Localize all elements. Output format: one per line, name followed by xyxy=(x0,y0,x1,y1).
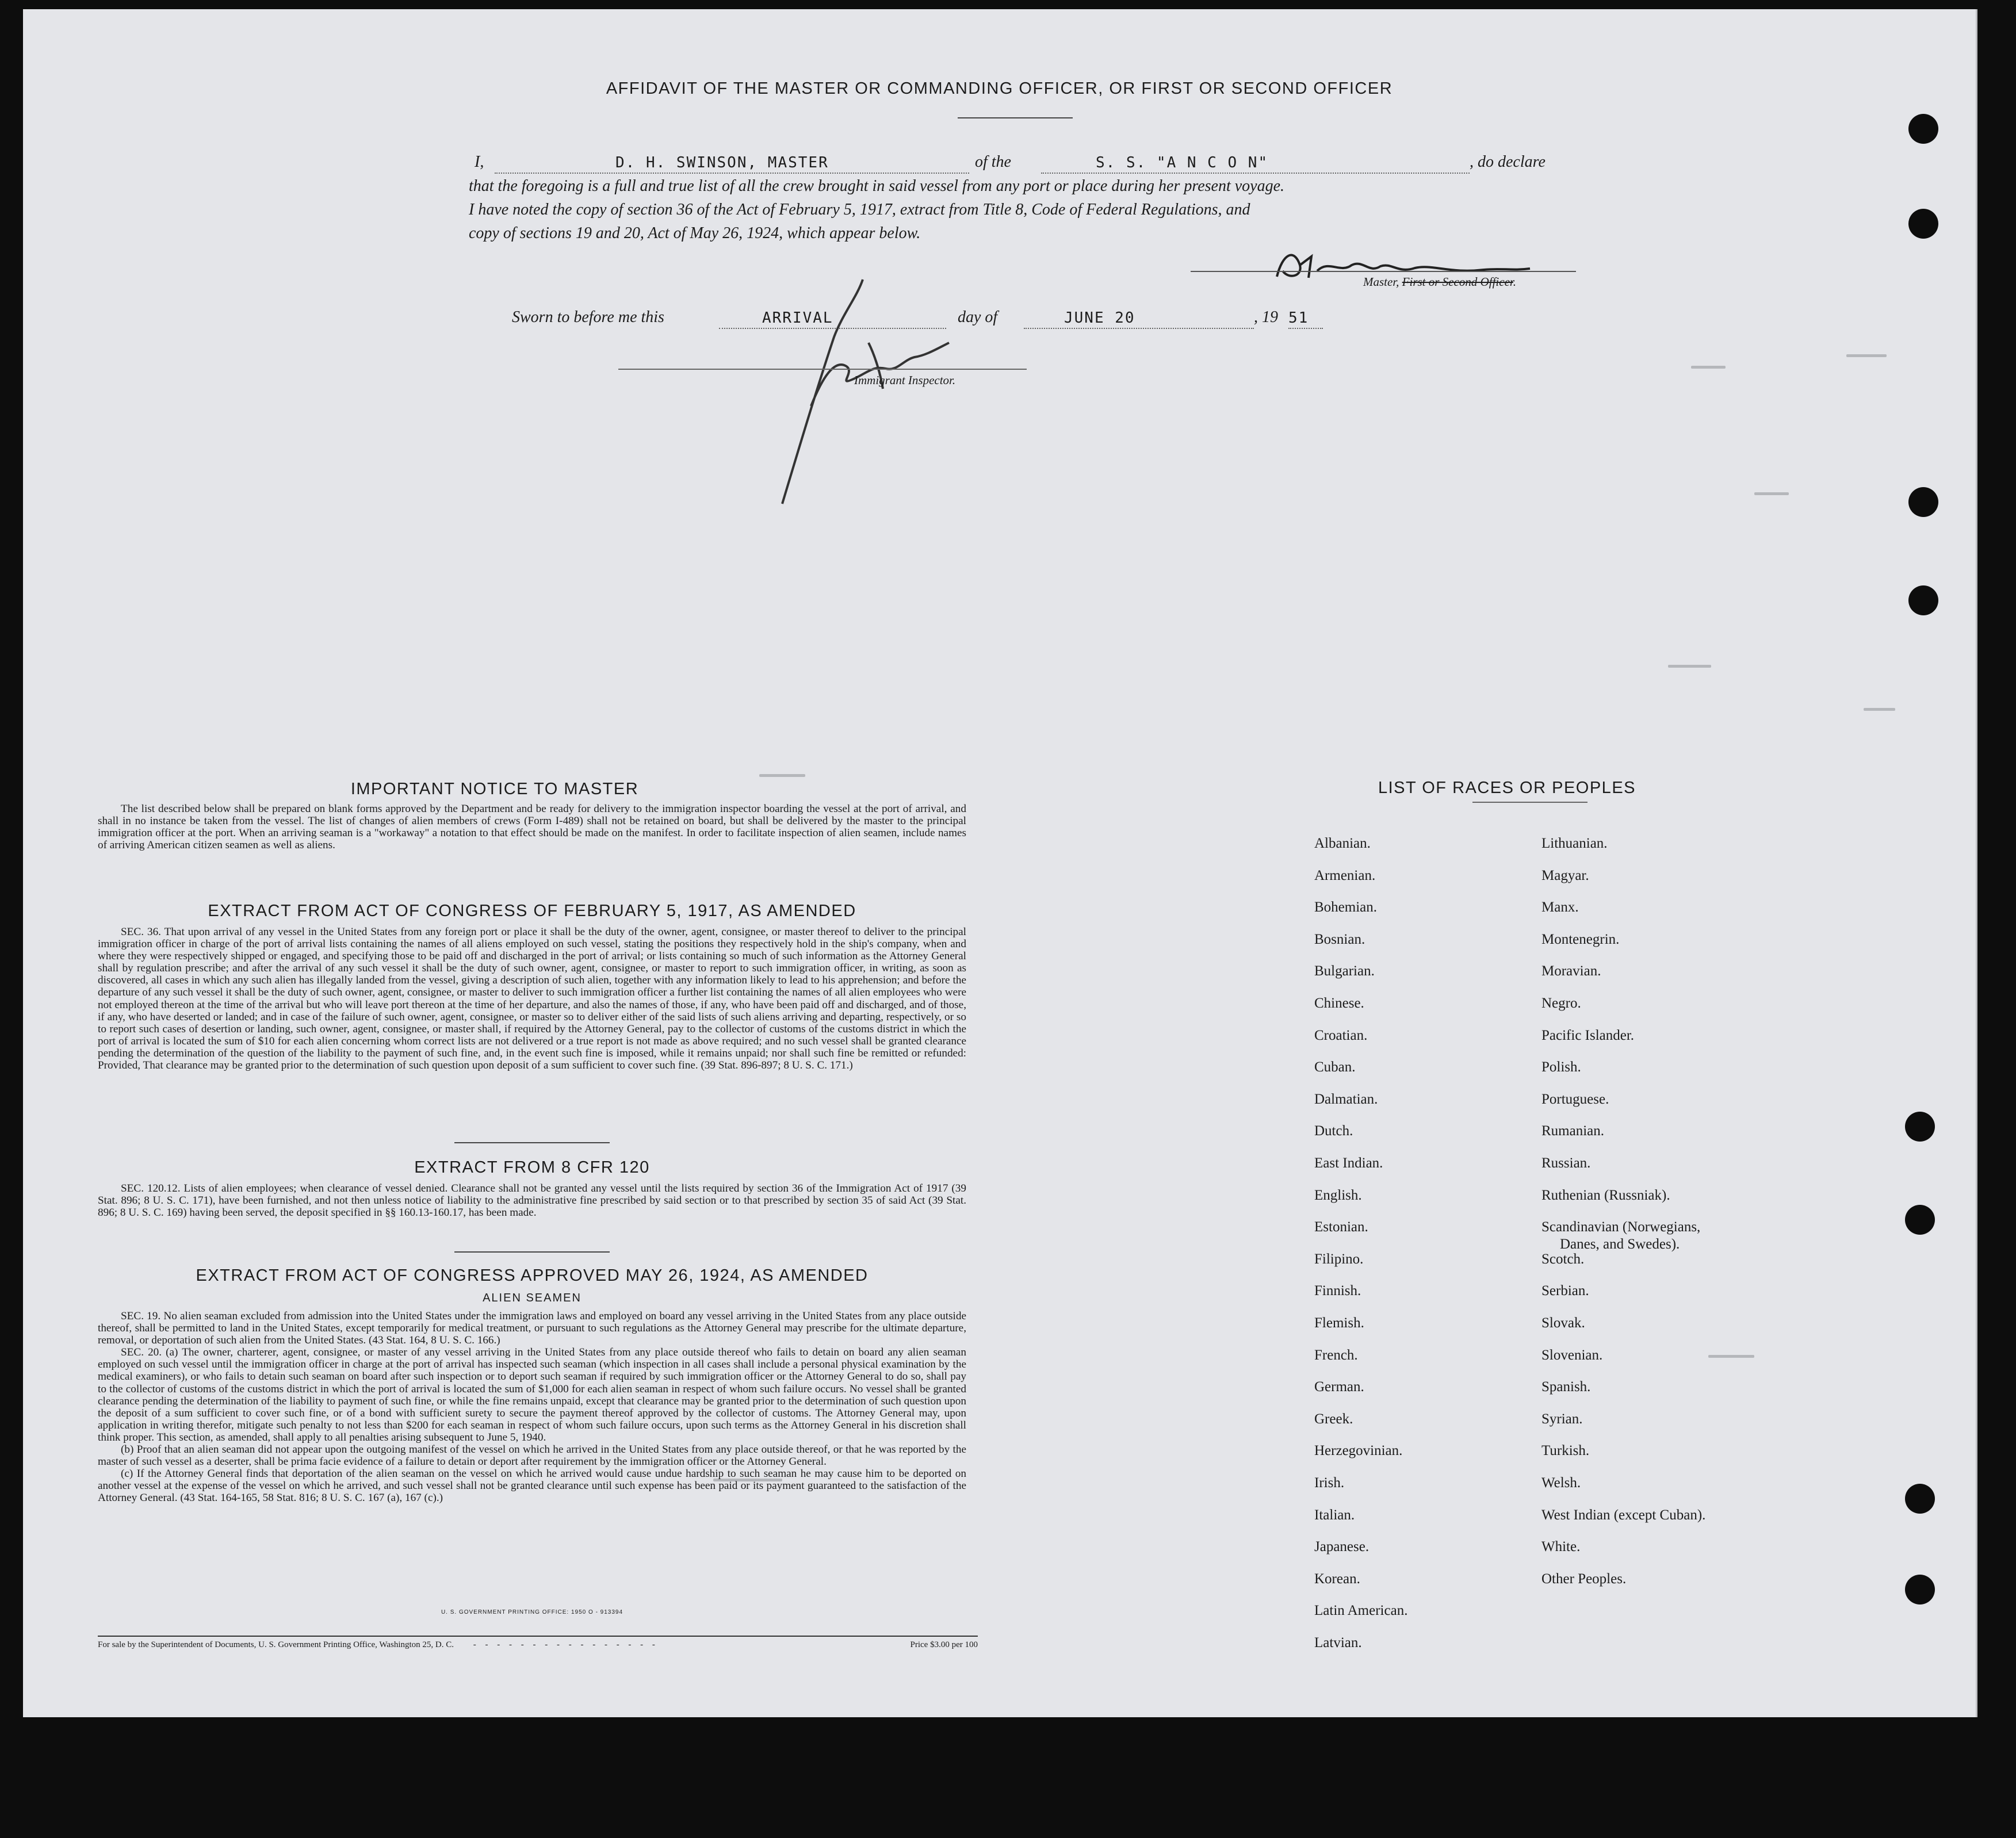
race-item: Irish. xyxy=(1314,1475,1345,1491)
day-of-label: day of xyxy=(958,308,998,326)
race-item: Syrian. xyxy=(1541,1411,1583,1427)
bleed-mark xyxy=(1864,708,1895,711)
section-divider xyxy=(454,1142,610,1143)
sec-36-paragraph: SEC. 36. That upon arrival of any vessel in the United States from any foreign port or place it shall be the duty of the owner, agent, consignee, or master thereof to deliver to the principal immigration officer in charge of the port of arrival lists containing the names of all aliens employed on such vessel, stating the positions they respectively hold in the ship's company, when and where they were respectively shipped or engaged, and specifying those to be paid off and discharged in the port of arrival; or lists containing so much of such information as the Attorney General shall by regulation prescribe; and after the arrival of any such vessel it shall be the duty of such owner, agent, consignee, or master to report to such immigration officer, in writing, as soon as discovered, all cases in which any such alien has illegally landed from the vessel, giving a description of such alien, together with any information likely to lead to his apprehension; and before the departure of any such vessel it shall be the duty of such owner, agent, consignee, or master to deliver to such immigration officer a further list containing the names of all alien employees who were not employed thereon at the time of the arrival but who will leave port thereon at the time of her departure, and also the names of those, if any, who have been paid off and discharged, and of those, if any, who have deserted or landed; and in case of the failure of such owner, agent, consignee, or master so to deliver either of the said lists of such aliens arriving and departing, respectively, or so to report such cases of desertion or landing, such owner, agent, consignee, or master shall, if required by the Attorney General, pay to the collector of customs of the customs district in which the port of arrival is located the sum of $10 for each alien concerning whom correct lists are not delivered or a true report is not made as above required; and no such vessel shall be granted clearance pending the determination of the question of the liability to the payment of such fine, and, in the event such fine is imposed, while it remains unpaid; nor shall such fine be remitted or refunded: Provided, That clearance may be granted prior to the determination of such question upon deposit of a sum sufficient to cover such fine. (39 Stat. 896-897; 8 U. S. C. 171.) xyxy=(98,926,966,1072)
punch-hole xyxy=(1905,1575,1935,1605)
race-item: East Indian. xyxy=(1314,1155,1383,1171)
extract-1917-title: EXTRACT FROM ACT OF CONGRESS OF FEBRUARY 5, 1917, AS AMENDED xyxy=(208,902,856,920)
race-item: Danes, and Swedes). xyxy=(1560,1236,1680,1253)
sworn-year-value: 51 xyxy=(1288,309,1309,327)
race-item: Bulgarian. xyxy=(1314,963,1375,979)
race-item: Pacific Islander. xyxy=(1541,1027,1635,1043)
race-item: Portuguese. xyxy=(1541,1091,1609,1107)
sworn-day-value: ARRIVAL xyxy=(762,309,833,327)
extract-cfr-body xyxy=(98,1182,966,1219)
race-item: Other Peoples. xyxy=(1541,1571,1627,1587)
punch-hole xyxy=(1905,1112,1935,1142)
bleed-mark xyxy=(1708,1355,1754,1358)
race-item: Bosnian. xyxy=(1314,931,1365,947)
punch-hole xyxy=(1908,209,1938,239)
footer-rule xyxy=(98,1636,978,1637)
signature-line xyxy=(1191,271,1576,272)
title-divider xyxy=(958,117,1073,118)
struck-officer-caption: First or Second Officer xyxy=(1402,275,1513,289)
punch-hole xyxy=(1908,487,1938,517)
race-item: Ruthenian (Russniak). xyxy=(1541,1187,1670,1203)
race-item: Montenegrin. xyxy=(1541,931,1620,947)
race-item: Lithuanian. xyxy=(1541,836,1608,851)
vessel-field xyxy=(1041,154,1470,174)
bleed-mark xyxy=(1846,354,1887,357)
race-item: Finnish. xyxy=(1314,1283,1361,1299)
punch-hole xyxy=(1908,585,1938,615)
sworn-label: Sworn to before me this xyxy=(512,308,664,326)
race-item: Slovak. xyxy=(1541,1315,1585,1331)
race-item: French. xyxy=(1314,1347,1358,1363)
master-name-field xyxy=(495,154,969,174)
race-item: Welsh. xyxy=(1541,1475,1581,1491)
section-divider xyxy=(454,1251,610,1253)
bleed-mark xyxy=(1754,492,1789,495)
races-title: LIST OF RACES OR PEOPLES xyxy=(1378,779,1636,797)
price-notice: Price $3.00 per 100 xyxy=(910,1640,978,1649)
race-item: Rumanian. xyxy=(1541,1123,1605,1139)
master-title-caption xyxy=(1363,275,1516,289)
extract-1924-title: EXTRACT FROM ACT OF CONGRESS APPROVED MAY 26, 1924, AS AMENDED xyxy=(196,1266,869,1285)
sworn-month-field xyxy=(1024,309,1254,329)
race-item: Latvian. xyxy=(1314,1635,1362,1651)
race-item: White. xyxy=(1541,1539,1581,1555)
race-item: Serbian. xyxy=(1541,1283,1589,1299)
race-item: Slovenian. xyxy=(1541,1347,1603,1363)
race-item: Moravian. xyxy=(1541,963,1601,979)
sec-120-12-paragraph: SEC. 120.12. Lists of alien employees; when clearance of vessel denied. Clearance shall not be granted any vessel until the lists required by section 36 of the Immigration Act of 1917 (39 Stat. 896; 8 U. S. C. 171), have been furnished, and not then unless notice of liability to the administrative fine prescribed by said section or to that prescribed by section 35 of said Act (39 Stat. 896; 8 U. S. C. 169) having been served, the deposit specified in §§ 160.13-160.17, has been made. xyxy=(98,1182,966,1219)
inspector-signature-line xyxy=(618,369,1027,370)
punch-hole xyxy=(1905,1205,1935,1235)
race-item: Bohemian. xyxy=(1314,899,1378,916)
race-item: Japanese. xyxy=(1314,1539,1369,1555)
extract-1917-body xyxy=(98,926,966,1071)
race-item: Flemish. xyxy=(1314,1315,1364,1331)
race-item: Herzegovinian. xyxy=(1314,1443,1403,1459)
race-item: Manx. xyxy=(1541,899,1579,916)
race-item: Polish. xyxy=(1541,1059,1581,1075)
race-item: Armenian. xyxy=(1314,867,1376,883)
race-item: Spanish. xyxy=(1541,1379,1591,1395)
sworn-year-field xyxy=(1288,309,1323,329)
affidavit-line-4: copy of sections 19 and 20, Act of May 26, 1924, which appear below. xyxy=(469,224,921,242)
race-item: Cuban. xyxy=(1314,1059,1356,1075)
race-item: Dalmatian. xyxy=(1314,1091,1378,1107)
race-item: Russian. xyxy=(1541,1155,1591,1171)
race-item: Dutch. xyxy=(1314,1123,1353,1139)
race-item: Magyar. xyxy=(1541,867,1589,883)
of-the-label: of the xyxy=(975,153,1011,171)
notice-paragraph: The list described below shall be prepared on blank forms approved by the Department and be ready for delivery to the immigration inspector boarding the vessel at the port of arrival, and shall in no instance be taken from the vessel. The list of changes of alien members of crews (Form I-489) shall not be retained on board, but shall be delivered by the master to the principal immigration officer at the port. When an arriving seaman is a "workaway" a notation to that effect should be made on the manifest. In order to facilitate inspection of alien seamen, include names of arriving American citizen seamen as well as aliens. xyxy=(98,803,966,852)
year-prefix: , 19 xyxy=(1254,308,1278,326)
gpo-imprint: U. S. GOVERNMENT PRINTING OFFICE: 1950 O - 913394 xyxy=(441,1609,623,1615)
sale-notice: For sale by the Superintendent of Documents, U. S. Government Printing Office, Washington 25, D. C. xyxy=(98,1640,454,1649)
race-item: Filipino. xyxy=(1314,1251,1364,1267)
notice-title: IMPORTANT NOTICE TO MASTER xyxy=(350,780,639,798)
document-page xyxy=(23,9,1977,1717)
sec-20a-paragraph: SEC. 20. (a) The owner, charterer, agent, consignee, or master of any vessel arriving in the United States from any place outside thereof who fails to detain on board any alien seaman employed on such vessel until the immigration officer in charge at the port of arrival has inspected such seaman (which inspection in all cases shall include a personal physical examination by the medical examiners), or who fails to detain such seaman on board after such inspection or to deport such seaman if required by such immigration officer or the Attorney General to do so, shall pay to the collector of customs of the customs district in which the port of arrival is located the sum of $1,000 for each alien seaman in respect of whom such failure occurs. No vessel shall be granted clearance pending the determination of the liability to payment of such fine, or while the fine remains unpaid, except that clearance may be granted prior to the determination of such question upon the deposit of a sum sufficient to cover such fine, or of a bond with sufficient surety to secure the payment thereof approved by the collector of customs. The Attorney General may, upon application in writing therefor, mitigate such penalty to not less than $200 for each seaman in respect of whom such failure occurs, upon such terms as the Attorney General in his discretion shall think proper. This section, as amended, shall apply to all penalties arising subsequent to June 5, 1940. xyxy=(98,1346,966,1443)
bleed-mark xyxy=(1691,366,1726,369)
inspector-signature xyxy=(684,256,1007,533)
master-name-value: D. H. SWINSON, MASTER xyxy=(615,154,829,171)
extract-cfr-title: EXTRACT FROM 8 CFR 120 xyxy=(414,1158,650,1177)
race-item: Scotch. xyxy=(1541,1251,1585,1267)
caption-period: . xyxy=(1513,275,1516,289)
notice-body xyxy=(98,803,966,851)
sec-20b-paragraph: (b) Proof that an alien seaman did not appear upon the outgoing manifest of the vessel on which he arrived in the United States from any place outside thereof, or that he was reported by the master of such vessel as a deserter, shall be prima facie evidence of a failure to detain or deport after requirement by the immigration officer or the Attorney General. xyxy=(98,1443,966,1468)
master-caption: Master, xyxy=(1363,275,1399,289)
race-item: Croatian. xyxy=(1314,1027,1368,1043)
race-item: Italian. xyxy=(1314,1507,1355,1523)
alien-seamen-subtitle: ALIEN SEAMEN xyxy=(483,1292,582,1304)
race-item: Korean. xyxy=(1314,1571,1360,1587)
affidavit-title: AFFIDAVIT OF THE MASTER OR COMMANDING OFFICER, OR FIRST OR SECOND OFFICER xyxy=(606,79,1393,98)
vessel-name-value: S. S. "A N C O N" xyxy=(1096,154,1269,171)
race-item: Albanian. xyxy=(1314,836,1371,851)
race-item: English. xyxy=(1314,1187,1362,1203)
sec-20c-paragraph: (c) If the Attorney General finds that deportation of the alien seaman on the vessel on which he arrived would cause undue hardship to such seaman he may cause him to be deported on another vessel at the expense of the vessel on which he arrived, and such vessel shall not be granted clearance until such expense has been paid or its payment guaranteed to the satisfaction of the Attorney General. (43 Stat. 164-165, 58 Stat. 816; 8 U. S. C. 167 (a), 167 (c).) xyxy=(98,1468,966,1504)
footer-leader: - - - - - - - - - - - - - - - - xyxy=(473,1640,659,1649)
race-item: Scandinavian (Norwegians, xyxy=(1541,1219,1701,1235)
race-item: Turkish. xyxy=(1541,1443,1590,1459)
sec-19-paragraph: SEC. 19. No alien seaman excluded from admission into the United States under the immigration laws and employed on board any vessel arriving in the United States from any place outside thereof, shall be permitted to land in the United States, except temporarily for medical treatment, or pursuant to such regulations as the Attorney General may prescribe for the ultimate departure, removal, or deportation of such alien from the United States. (43 Stat. 164, 8 U. S. C. 166.) xyxy=(98,1310,966,1347)
bleed-mark xyxy=(1668,665,1711,668)
inspector-caption: Immigrant Inspector. xyxy=(854,373,956,387)
affidavit-line-2: that the foregoing is a full and true list of all the crew brought in said vessel from any port or place during her present voyage. xyxy=(469,177,1285,195)
race-item: Negro. xyxy=(1541,995,1581,1011)
races-divider xyxy=(1472,802,1587,803)
do-declare-label: , do declare xyxy=(1470,153,1546,171)
race-item: Chinese. xyxy=(1314,995,1364,1011)
race-item: German. xyxy=(1314,1379,1364,1395)
race-item: Estonian. xyxy=(1314,1219,1368,1235)
affidavit-i-label: I, xyxy=(475,153,484,171)
footer-line xyxy=(98,1640,978,1650)
race-item: West Indian (except Cuban). xyxy=(1541,1507,1706,1523)
punch-hole xyxy=(1908,114,1938,144)
affidavit-line-3: I have noted the copy of section 36 of the Act of February 5, 1917, extract from Title 8, Code of Federal Regulations, and xyxy=(469,201,1250,219)
punch-hole xyxy=(1905,1484,1935,1514)
extract-1924-body xyxy=(98,1310,966,1504)
bleed-mark xyxy=(759,774,805,777)
sworn-month-value: JUNE 20 xyxy=(1064,309,1135,327)
race-item: Greek. xyxy=(1314,1411,1353,1427)
race-item: Latin American. xyxy=(1314,1603,1408,1619)
